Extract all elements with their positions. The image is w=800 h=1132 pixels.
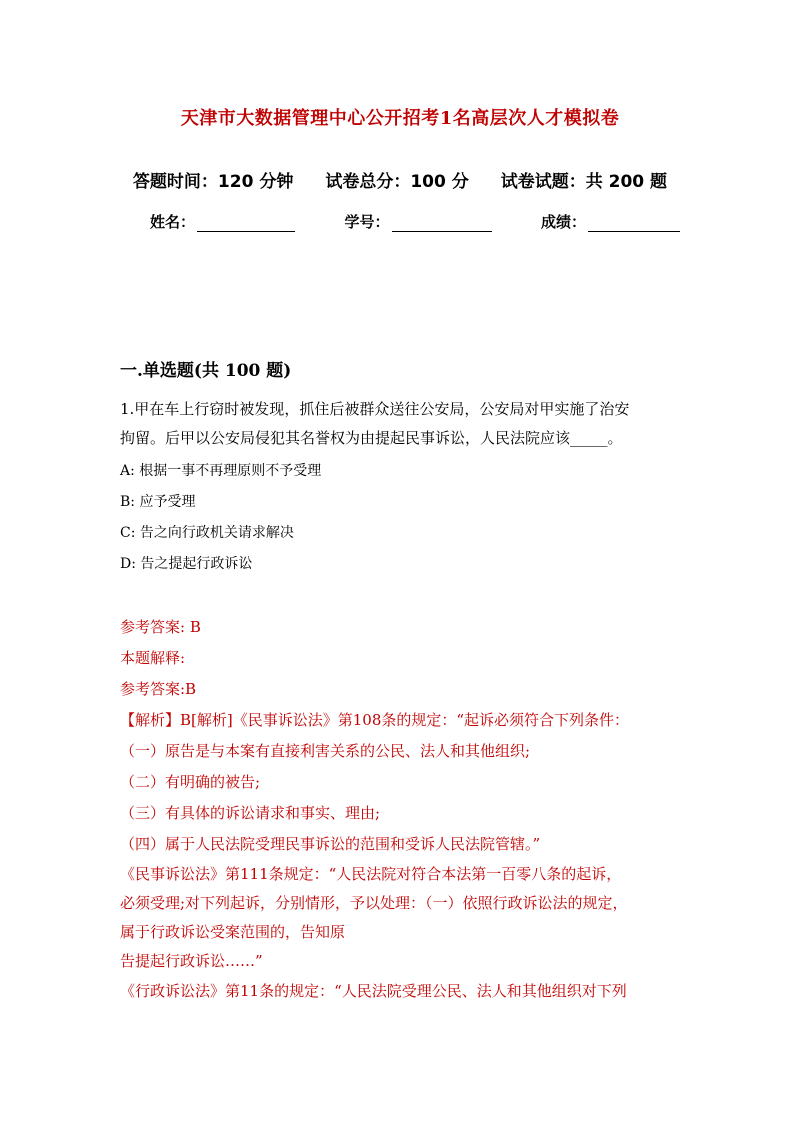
answer-line: 必须受理;对下列起诉，分别情形，予以处理：（一）依照行政诉讼法的规定， (120, 894, 628, 912)
name-field (150, 211, 295, 232)
exam-title: 天津市大数据管理中心公开招考1名高层次人才模拟卷 (180, 108, 620, 129)
option-c[interactable]: C: 告之向行政机关请求解决 (120, 525, 294, 541)
answer-line: 参考答案: B (120, 618, 201, 636)
answer-line: 本题解释: (120, 649, 186, 667)
answer-line: （二）有明确的被告; (120, 773, 261, 791)
score-label: 成绩： (540, 213, 586, 231)
option-d[interactable]: D: 告之提起行政诉讼 (120, 556, 253, 572)
section-heading: 一.单选题(共 100 题) (120, 361, 292, 381)
exam-total-score: 试卷总分：100 分 (325, 172, 469, 192)
answer-line: 参考答案:B (120, 680, 197, 698)
exam-meta (0, 167, 800, 192)
name-blank[interactable] (197, 215, 295, 232)
answer-line: 【解析】B[解析]《民事诉讼法》第108条的规定：“起诉必须符合下列条件： (120, 711, 630, 729)
answer-line: （四）属于人民法院受理民事诉讼的范围和受诉人民法院管辖。” (120, 835, 541, 853)
exam-time: 答题时间：120 分钟 (132, 172, 294, 192)
exam-question-count: 试卷试题：共 200 题 (500, 172, 668, 192)
answer-explanation (120, 612, 690, 1007)
answer-line: （三）有具体的诉讼请求和事实、理由; (120, 804, 381, 822)
option-b[interactable]: B: 应予受理 (120, 494, 196, 510)
answer-line: 属于行政诉讼受案范围的，告知原 (120, 923, 346, 941)
answer-line: 《行政诉讼法》第11条的规定：“人民法院受理公民、法人和其他组织对下列 (120, 982, 627, 1000)
question-line: 1.甲在车上行窃时被发现，抓住后被群众送往公安局，公安局对甲实施了治安 (120, 400, 630, 418)
student-id-blank[interactable] (392, 215, 492, 232)
name-label: 姓名： (150, 213, 196, 231)
question-line: 拘留。后甲以公安局侵犯其名誉权为由提起民事诉讼，人民法院应该_____。 (120, 429, 623, 447)
score-blank[interactable] (588, 215, 680, 232)
answer-line: 告提起行政诉讼……” (120, 952, 263, 970)
option-a[interactable]: A: 根据一事不再理原则不予受理 (120, 463, 322, 479)
answer-line: 《民事诉讼法》第111条规定：“人民法院对符合本法第一百零八条的起诉， (120, 865, 622, 883)
student-id-field (344, 211, 491, 232)
question-stem (120, 395, 680, 453)
student-id-label: 学号： (344, 213, 390, 231)
candidate-fields (150, 211, 680, 232)
answer-line: （一）原告是与本案有直接利害关系的公民、法人和其他组织; (120, 742, 531, 760)
answer-options (120, 456, 321, 580)
score-field (541, 211, 680, 232)
